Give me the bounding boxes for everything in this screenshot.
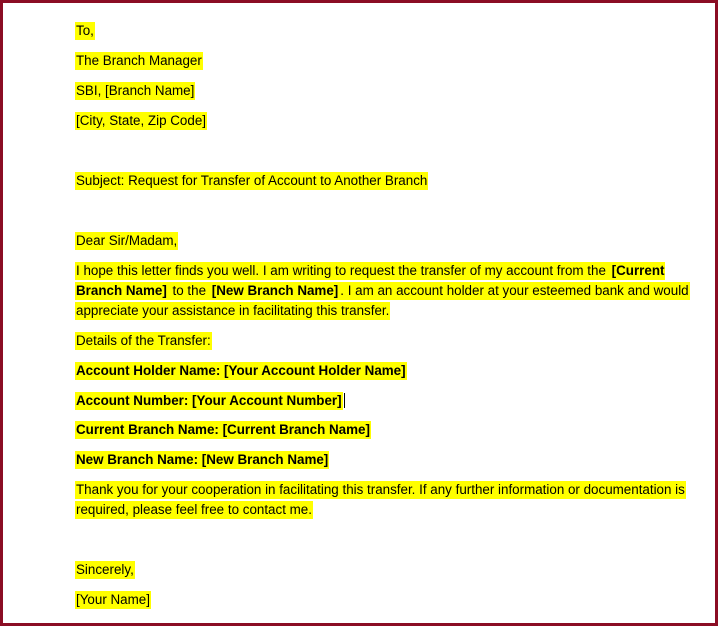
- subject-line: Subject: Request for Transfer of Account to Another Branch: [76, 173, 428, 188]
- intro-paragraph: I hope this letter finds you well. I am writing to request the transfer of my account from the [Current Branch Name] to the [New Branch Name] . I am an account holder at your esteemed bank and would appreciate your assistance in facilitating this transfer.: [76, 263, 689, 318]
- detail-item[interactable]: Account Number: [Your Account Number]: [75, 391, 699, 411]
- detail-item: Account Holder Name: [Your Account Holder Name]: [76, 363, 406, 378]
- bank-branch: SBI, [Branch Name]: [76, 83, 195, 98]
- address-line: [City, State, Zip Code]: [76, 113, 206, 128]
- new-branch-placeholder: [New Branch Name]: [211, 283, 339, 298]
- greeting-to: To,: [76, 23, 94, 38]
- text-cursor: [344, 393, 345, 408]
- current-branch-placeholder: [Current Branch Name]: [76, 263, 665, 298]
- salutation: Dear Sir/Madam,: [76, 233, 178, 248]
- details-heading: Details of the Transfer:: [76, 333, 211, 348]
- detail-item: New Branch Name: [New Branch Name]: [76, 452, 329, 467]
- closing-paragraph: Thank you for your cooperation in facilitating this transfer. If any further information or documentation is required, please feel free to contact me.: [76, 482, 685, 517]
- signature: [Your Name]: [76, 592, 150, 607]
- sign-off: Sincerely,: [76, 562, 134, 577]
- recipient-title: The Branch Manager: [76, 53, 202, 68]
- detail-item: Current Branch Name: [Current Branch Name]: [76, 422, 370, 437]
